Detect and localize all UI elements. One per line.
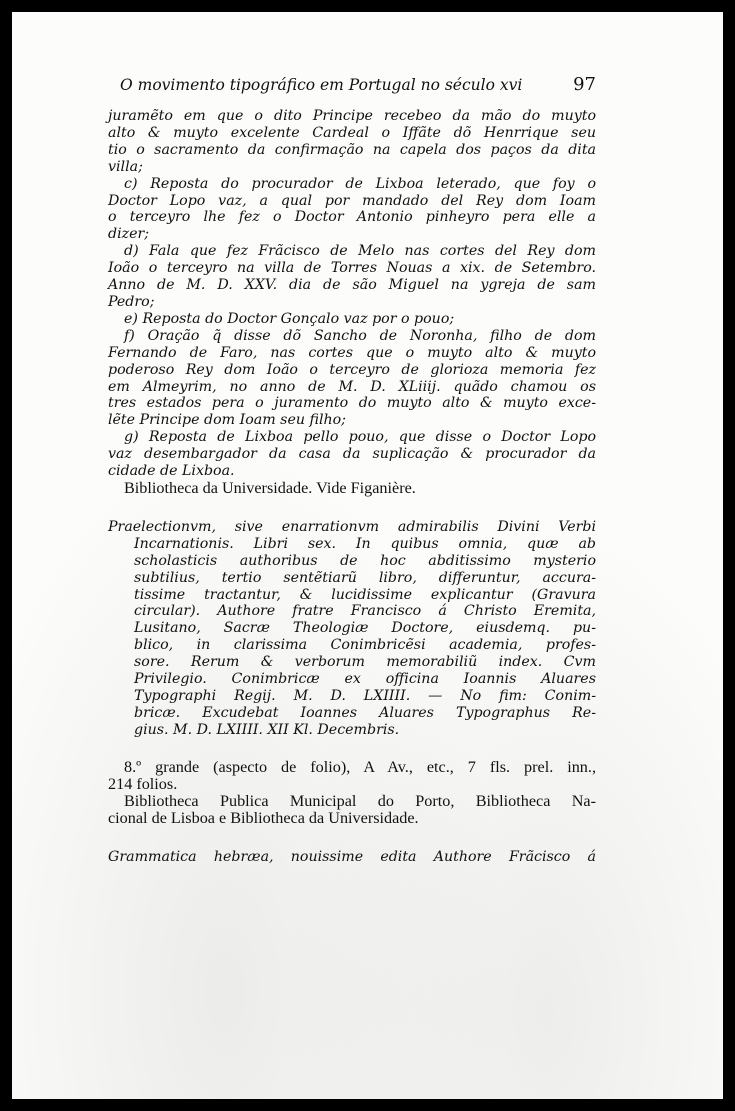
text-line: Praelectionvm, sive enarrationvm admirabilis Divini Verbi: [108, 518, 596, 535]
text-line: Incarnationis. Libri sex. In quibus omnia, quæ ab: [134, 535, 596, 552]
text-line: f) Oração q̃ disse dõ Sancho de Noronha, filho de dom: [124, 327, 596, 344]
text-line: Anno de M. D. XXV. dia de são Miguel na ygreja de sam: [108, 277, 596, 294]
text-line: Bibliotheca da Universidade. Vide Figanière.: [124, 478, 416, 497]
text-line: 8.º grande (aspecto de folio), A Av., etc., 7 fls. prel. inn.,: [124, 757, 596, 776]
bibliographic-entry-grammatica: [108, 849, 596, 866]
text-line: vaz desembargador da casa da suplicação & procurador da: [108, 446, 596, 463]
text-line: gius. M. D. LXIIII. XII Kl. Decembris.: [134, 721, 400, 738]
text-line: cional de Lisboa e Bibliotheca da Universidade.: [108, 808, 419, 827]
text-line: villa;: [108, 158, 143, 175]
text-line: circular). Authore fratre Francisco á Christo Eremita,: [134, 603, 596, 620]
text-line: Ioão o terceyro na villa de Torres Nouas a xix. de Setembro.: [108, 260, 596, 277]
scanned-page: [12, 12, 723, 1099]
text-line: bricæ. Excudebat Ioannes Aluares Typographus Re-: [134, 704, 596, 721]
entry-continued-contents: [108, 108, 596, 480]
text-column: [108, 74, 596, 866]
text-line: poderoso Rey dom Ioão o terceyro de glorioza memoria fez: [108, 361, 596, 378]
physical-description: [108, 759, 596, 793]
text-line: lẽte Principe dom Ioam seu filho;: [108, 412, 346, 429]
library-note: [108, 793, 596, 827]
text-line: scholasticis authoribus de hoc abditissimo mysterio: [134, 552, 596, 569]
running-title: O movimento tipográfico em Portugal no século xvi: [120, 76, 523, 94]
library-note: [108, 480, 596, 497]
text-line: d) Fala que fez Frãcisco de Melo nas cortes del Rey dom: [124, 243, 596, 260]
text-line: tres estados pera o juramento do muyto alto & muyto exce-: [108, 395, 596, 412]
text-line: Pedro;: [108, 293, 155, 310]
text-line: 214 folios.: [108, 774, 178, 793]
text-line: tissime tractantur, & lucidissime explicantur (Gravura: [134, 586, 596, 603]
text-line: tio o sacramento da confirmação na capela dos paços da dita: [108, 141, 596, 158]
text-line: cidade de Lixboa.: [108, 463, 235, 480]
text-line: Typographi Regij. M. D. LXIIII. — No fim: Conim-: [134, 688, 596, 704]
text-line: subtilius, tertio sentẽtiarũ libro, differuntur, accura-: [134, 569, 596, 586]
text-line: juramẽto em que o dito Principe recebeo da mão do muyto: [108, 108, 596, 124]
bibliographic-entry-praelectionum: [108, 519, 596, 739]
text-line: dizer;: [108, 226, 150, 243]
text-line: Fernando de Faro, nas cortes que o muyto alto & muyto: [108, 344, 596, 361]
text-line: em Almeyrim, no anno de M. D. XLiiij. quãdo chamou os: [108, 378, 596, 395]
text-line: o terceyro lhe fez o Doctor Antonio pinheyro pera elle a: [108, 209, 596, 226]
text-line: alto & muyto excelente Cardeal o Iffãte dõ Henrrique seu: [108, 124, 596, 141]
text-line: Bibliotheca Publica Municipal do Porto, Bibliotheca Na-: [124, 791, 596, 810]
text-line: sore. Rerum & verborum memorabiliũ index. Cvm: [134, 654, 596, 671]
text-line: blico, in clarissima Conimbricẽsi academia, profes-: [134, 637, 596, 654]
text-line: Lusitano, Sacræ Theologiæ Doctore, eiusdemq. pu-: [134, 620, 596, 637]
page-number: 97: [573, 74, 596, 95]
text-line: Privilegio. Conimbricæ ex officina Ioannis Aluares: [134, 671, 596, 688]
text-line: g) Reposta de Lixboa pello pouo, que disse o Doctor Lopo: [124, 429, 596, 446]
text-line: c) Reposta do procurador de Lixboa leterado, que foy o: [124, 175, 596, 192]
text-line: Grammatica hebræa, nouissime edita Authore Frãcisco á: [108, 848, 596, 865]
text-line: e) Reposta do Doctor Gonçalo vaz por o pouo;: [124, 310, 455, 327]
text-line: Doctor Lopo vaz, a qual por mandado del Rey dom Ioam: [108, 192, 596, 209]
running-header: [108, 74, 596, 108]
